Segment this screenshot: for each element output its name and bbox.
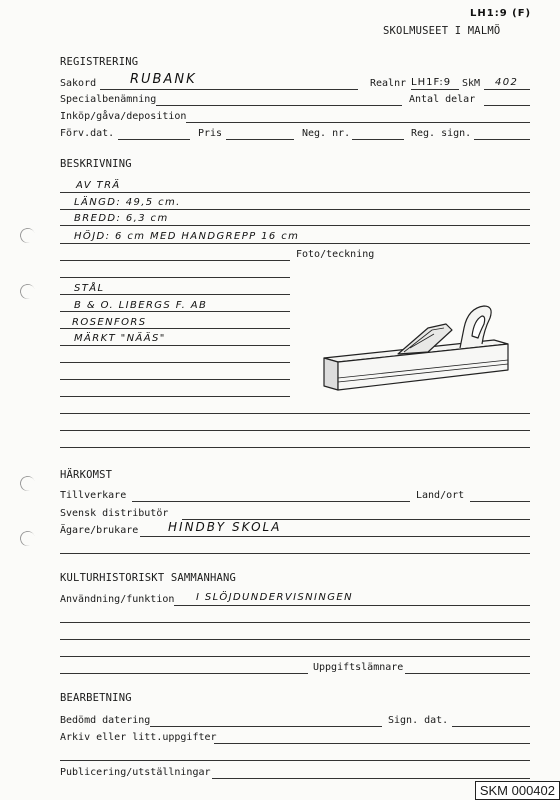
agare-value: HINDBY SKOLA (168, 520, 282, 534)
distributor-label: Svensk distributör (60, 508, 169, 519)
desc-rule[interactable] (60, 209, 530, 210)
skm-field[interactable] (484, 89, 530, 90)
section-harkomst: HÄRKOMST (60, 469, 113, 481)
desc-rule[interactable] (60, 447, 530, 448)
desc-rule[interactable] (60, 243, 530, 244)
section-registrering: REGISTRERING (60, 56, 139, 68)
desc-rule[interactable] (60, 260, 290, 261)
reg-label: Reg. sign. (411, 128, 472, 139)
sakord-label: Sakord (60, 78, 97, 89)
arkiv-field[interactable] (214, 743, 530, 744)
realnr-label: Realnr (370, 78, 407, 89)
kultur-rule[interactable] (60, 673, 308, 674)
desc-rule[interactable] (60, 311, 290, 312)
publicering-label: Publicering/utställningar (60, 767, 211, 778)
special-field[interactable] (156, 105, 402, 106)
desc-rule[interactable] (60, 430, 530, 431)
arkiv-label: Arkiv eller litt.uppgifter (60, 732, 217, 743)
uppgift-label: Uppgiftslämnare (313, 662, 404, 673)
desc-line: ROSENFORS (72, 317, 147, 328)
punch-hole (18, 282, 37, 301)
desc-rule[interactable] (60, 362, 290, 363)
kultur-rule[interactable] (60, 656, 530, 657)
desc-rule[interactable] (60, 225, 530, 226)
kultur-rule[interactable] (60, 639, 530, 640)
agare-field[interactable] (140, 536, 530, 537)
sakord-field[interactable] (100, 89, 358, 90)
punch-hole (18, 226, 37, 245)
desc-rule[interactable] (60, 396, 290, 397)
catalog-stamp: SKM 000402 (475, 781, 560, 800)
inkop-label: Inköp/gåva/deposition (60, 111, 187, 122)
skm-label: SkM (462, 78, 481, 89)
section-bearbetning: BEARBETNING (60, 692, 132, 704)
desc-line: AV TRÄ (76, 180, 121, 191)
antal-field[interactable] (484, 105, 530, 106)
reg-field[interactable] (474, 139, 530, 140)
tillverkare-field[interactable] (132, 501, 410, 502)
desc-line: HÖJD: 6 cm MED HANDGREPP 16 cm (74, 231, 300, 242)
desc-line: B & O. LIBERGS F. AB (74, 300, 208, 311)
corner-code: LH1:9 (F) (470, 8, 532, 19)
neg-label: Neg. nr. (302, 128, 351, 139)
desc-rule[interactable] (60, 328, 290, 329)
desc-rule[interactable] (60, 413, 530, 414)
desc-rule[interactable] (60, 345, 290, 346)
punch-hole (18, 529, 37, 548)
desc-line: LÄNGD: 49,5 cm. (74, 197, 181, 208)
neg-field[interactable] (352, 139, 404, 140)
pris-field[interactable] (226, 139, 294, 140)
section-kultur: KULTURHISTORISKT SAMMANHANG (60, 572, 237, 584)
harkomst-rule[interactable] (60, 553, 530, 554)
forv-label: Förv.dat. (60, 128, 115, 139)
sign-label: Sign. dat. (388, 715, 449, 726)
land-field[interactable] (470, 501, 530, 502)
datering-label: Bedömd datering (60, 715, 151, 726)
antal-label: Antal delar (409, 94, 476, 105)
museum-name: SKOLMUSEET I MALMÖ (383, 25, 501, 37)
desc-line: MÄRKT "NÄÄS" (74, 333, 166, 344)
datering-field[interactable] (150, 726, 382, 727)
plane-drawing (318, 300, 518, 400)
anvandning-label: Användning/funktion (60, 594, 175, 605)
anvandning-value: I SLÖJDUNDERVISNINGEN (196, 592, 354, 603)
anvandning-field[interactable] (174, 605, 530, 606)
special-label: Specialbenämning (60, 94, 157, 105)
realnr-field[interactable] (411, 89, 459, 90)
inkop-field[interactable] (186, 122, 530, 123)
agare-label: Ägare/brukare (60, 525, 139, 536)
forv-field[interactable] (118, 139, 190, 140)
desc-rule[interactable] (60, 379, 290, 380)
desc-line: STÅL (74, 283, 105, 294)
pris-label: Pris (198, 128, 223, 139)
foto-label: Foto/teckning (296, 249, 375, 260)
section-beskrivning: BESKRIVNING (60, 158, 132, 170)
uppgift-field[interactable] (405, 673, 530, 674)
desc-rule[interactable] (60, 192, 530, 193)
publicering-field[interactable] (212, 778, 530, 779)
land-label: Land/ort (416, 490, 465, 501)
sakord-value: RUBANK (130, 72, 197, 87)
kultur-rule[interactable] (60, 622, 530, 623)
desc-line: BREDD: 6,3 cm (74, 213, 169, 224)
desc-rule[interactable] (60, 294, 290, 295)
tillverkare-label: Tillverkare (60, 490, 127, 501)
arkiv-rule[interactable] (60, 760, 530, 761)
skm-value: 402 (495, 77, 519, 88)
realnr-value: LH1F:9 (411, 77, 452, 88)
punch-hole (18, 474, 37, 493)
desc-rule[interactable] (60, 277, 290, 278)
sign-field[interactable] (452, 726, 530, 727)
